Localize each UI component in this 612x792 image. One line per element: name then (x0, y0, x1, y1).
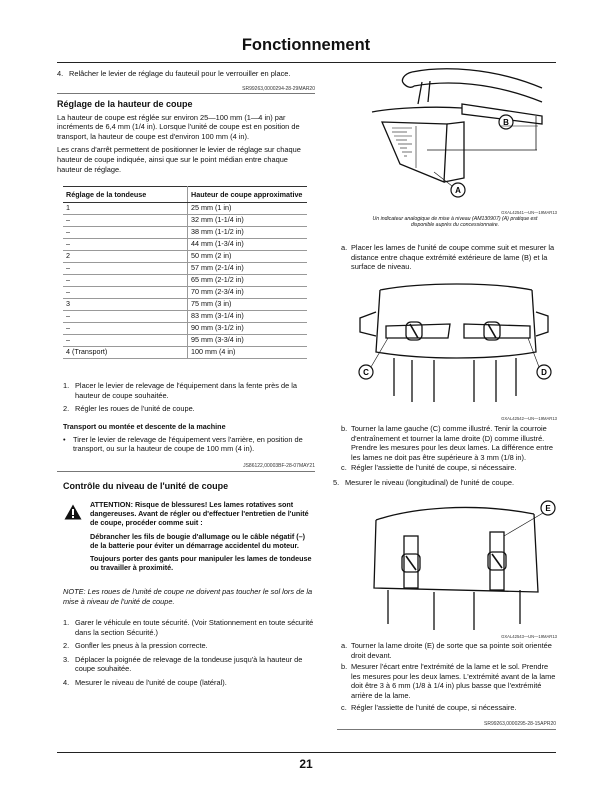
step-letter: b. (341, 662, 348, 671)
cell: – (63, 322, 188, 334)
cell: 75 mm (3 in) (188, 298, 308, 310)
table-row (63, 226, 307, 238)
step-text: Mesurer l'écart entre l'extrémité de la lame et le sol. Prendre les mesures pour les deux lames. L'extrémité avant de la lame doit être 3 à 6 mm (1/8 à 1/4 in) plus basse que l'extrémité arrière de la lame. (351, 662, 556, 700)
section-divider (57, 471, 315, 472)
table-header-row (63, 187, 307, 203)
step-letter: c. (341, 463, 347, 472)
section-title: Réglage de la hauteur de coupe (57, 99, 193, 109)
step-text: Mesurer le niveau (longitudinal) de l'unité de coupe. (345, 478, 515, 487)
cell: – (63, 262, 188, 274)
cell: 44 mm (1-3/4 in) (188, 238, 308, 250)
list-item (63, 381, 315, 400)
reference-code: SR99263,0000294-28-29MAR20 (242, 86, 315, 92)
step-text: Garer le véhicule en toute sécurité. (Voir Stationnement en toute sécurité dans la section Sécurité.) (75, 618, 314, 637)
cell: – (63, 286, 188, 298)
step-text: Mesurer le niveau de l'unité de coupe (latéral). (75, 677, 227, 687)
warning-text: Toujours porter des gants pour manipuler les lames de tondeuse ou travailler à proximité. (90, 554, 312, 573)
step-c (337, 463, 556, 473)
table-row (63, 298, 307, 310)
step-b (337, 424, 556, 462)
step-number: 4. (63, 677, 70, 687)
step-number: 3. (63, 654, 70, 664)
leveling-gauge-illustration (352, 64, 557, 210)
cell: 1 (63, 203, 188, 215)
cell: 38 mm (1-1/2 in) (188, 226, 308, 238)
step-text: Placer le levier de relevage de l'équipement dans la fente près de la hauteur de coupe souhaitée. (75, 381, 298, 400)
steps-list-a (63, 381, 315, 414)
callout-label-a: A (455, 186, 461, 195)
list-item (63, 641, 315, 651)
cut-height-section (57, 100, 315, 174)
table-row (63, 334, 307, 346)
warning-block (64, 500, 314, 572)
figure-code: GXAL42541—UN—19MAR13 (501, 210, 557, 215)
cell: – (63, 310, 188, 322)
table-row (63, 203, 307, 215)
paragraph: La hauteur de coupe est réglée sur environ 25—100 mm (1—4 in) par incréments de 6,4 mm (1/4 in). Lorsque l'unité de coupe est en position de transport, la hauteur de coupe est d'environ 100 mm (4 in). (57, 112, 300, 141)
section-title: Contrôle du niveau de l'unité de coupe (63, 481, 229, 491)
section-divider (57, 93, 315, 94)
table-row (63, 214, 307, 226)
cell: 70 mm (2-3/4 in) (188, 286, 308, 298)
table-row (63, 310, 307, 322)
bullet-icon: • (63, 434, 66, 444)
reference-code: JS86122,00003BF-28-07MAY21 (243, 463, 315, 469)
subsection-title: Transport ou montée et descente de la machine (63, 422, 226, 431)
callout-label-c: C (363, 368, 369, 377)
figure-code: GXAL42543—UN—19MAR13 (501, 634, 557, 639)
bullet-item (63, 435, 315, 454)
cell: 4 (Transport) (63, 346, 188, 358)
step-text: Gonfler les pneus à la pression correcte. (75, 641, 208, 651)
column-header: Hauteur de coupe approximative (188, 187, 308, 203)
note: NOTE: Les roues de l'unité de coupe ne doivent pas toucher le sol lors de la mise à niveau de l'unité de coupe. (63, 587, 313, 606)
step-letter: a. (341, 641, 348, 650)
steps-list-b (63, 618, 315, 688)
step-text: Tourner la lame droite (E) de sorte que sa pointe soit orientée droit devant. (351, 641, 552, 660)
step-text: Régler les roues de l'unité de coupe. (75, 404, 195, 414)
step-a2 (337, 641, 556, 660)
step-number: 2. (63, 641, 70, 651)
column-header: Réglage de la tondeuse (63, 187, 188, 203)
table-row (63, 322, 307, 334)
cut-height-table (63, 186, 307, 359)
cell: 3 (63, 298, 188, 310)
table-row (63, 238, 307, 250)
step-number: 2. (63, 404, 70, 414)
step-letter: b. (341, 424, 348, 433)
step-number: 4. (57, 69, 64, 78)
cell: 90 mm (3-1/2 in) (188, 322, 308, 334)
cell: 50 mm (2 in) (188, 250, 308, 262)
callout-label-e: E (545, 504, 551, 513)
step-number: 1. (63, 381, 70, 390)
cell: – (63, 274, 188, 286)
blade-front-alignment-illustration (352, 492, 557, 634)
list-item (63, 655, 315, 674)
step-text: Placer les lames de l'unité de coupe comme suit et mesurer la distance entre chaque extrémité extérieure de lame (B) et la surface de niveau. (351, 243, 555, 272)
step-number: 1. (63, 618, 70, 627)
cell: 2 (63, 250, 188, 262)
blade-side-alignment-illustration (352, 272, 557, 414)
figure-caption: Un indicateur analogique de mise à niveau (AM130907) (A) pratique est disponible auprès du concessionnaire. (372, 216, 538, 229)
page-number: 21 (299, 757, 313, 771)
step-text: Relâcher le levier de réglage du fauteuil pour le verrouiller en place. (69, 69, 291, 78)
step-c2 (337, 703, 556, 713)
footer-divider (57, 752, 556, 753)
transport-section (63, 422, 315, 454)
cell: 57 mm (2-1/4 in) (188, 262, 308, 274)
figure-code: GXAL42542—UN—19MAR13 (501, 416, 557, 421)
step-text: Déplacer la poignée de relevage de la tondeuse jusqu'à la hauteur de coupe souhaitée. (75, 654, 303, 674)
table-row (63, 274, 307, 286)
level-check-section (63, 482, 315, 492)
list-item (63, 678, 315, 688)
cell: 83 mm (3-1/4 in) (188, 310, 308, 322)
step-number: 5. (333, 478, 340, 487)
warning-text: ATTENTION: Risque de blessures! Les lames rotatives sont dangereuses. Avant de régler ou d'effectuer l'entretien de l'unité de coupe, procéder comme suit : (90, 500, 309, 528)
cell: 95 mm (3-3/4 in) (188, 334, 308, 346)
step-b2 (337, 662, 556, 700)
cell: – (63, 226, 188, 238)
step-4 (57, 69, 315, 79)
cell: – (63, 238, 188, 250)
step-5 (333, 478, 556, 488)
step-text: Régler l'assiette de l'unité de coupe, si nécessaire. (351, 703, 517, 712)
table-row (63, 250, 307, 262)
step-text: Tourner la lame gauche (C) comme illustré. Tenir la courroie d'entraînement et tourner la lame droite (D) comme illustré. Prendre les mesures pour les deux lames. La différence entre les lames ne doit pas être supérieure à 3 mm (1/8 in). (351, 424, 553, 462)
table-row (63, 346, 307, 358)
cell: 32 mm (1-1/4 in) (188, 214, 308, 226)
table-row (63, 286, 307, 298)
paragraph: Les crans d'arrêt permettent de positionner le levier de réglage sur chaque hauteur de coupe indiquée, ainsi que sur le point médian entre chaque hauteur de réglage. (57, 145, 301, 174)
step-text: Régler l'assiette de l'unité de coupe, si nécessaire. (351, 463, 517, 472)
step-letter: c. (341, 703, 347, 712)
cell: 25 mm (1 in) (188, 203, 308, 215)
callout-label-b: B (503, 118, 509, 127)
step-a (337, 243, 556, 272)
cell: – (63, 334, 188, 346)
list-item (63, 618, 315, 637)
list-item (63, 404, 315, 414)
cell: 100 mm (4 in) (188, 346, 308, 358)
cell: – (63, 214, 188, 226)
reference-code: SR99263,0000295-28-15APR20 (484, 721, 556, 727)
bullet-text: Tirer le levier de relevage de l'équipement vers l'arrière, en position de transport, ou sur la hauteur de coupe de 100 mm (4 in). (73, 434, 303, 454)
page-title: Fonctionnement (241, 36, 371, 54)
callout-label-d: D (541, 368, 547, 377)
section-divider (337, 729, 556, 730)
table-row (63, 262, 307, 274)
cell: 65 mm (2-1/2 in) (188, 274, 308, 286)
warning-text: Débrancher les fils de bougie d'allumage ou le câble négatif (–) de la batterie pour éviter un démarrage accidentel du moteur. (90, 531, 305, 550)
step-letter: a. (341, 243, 348, 252)
